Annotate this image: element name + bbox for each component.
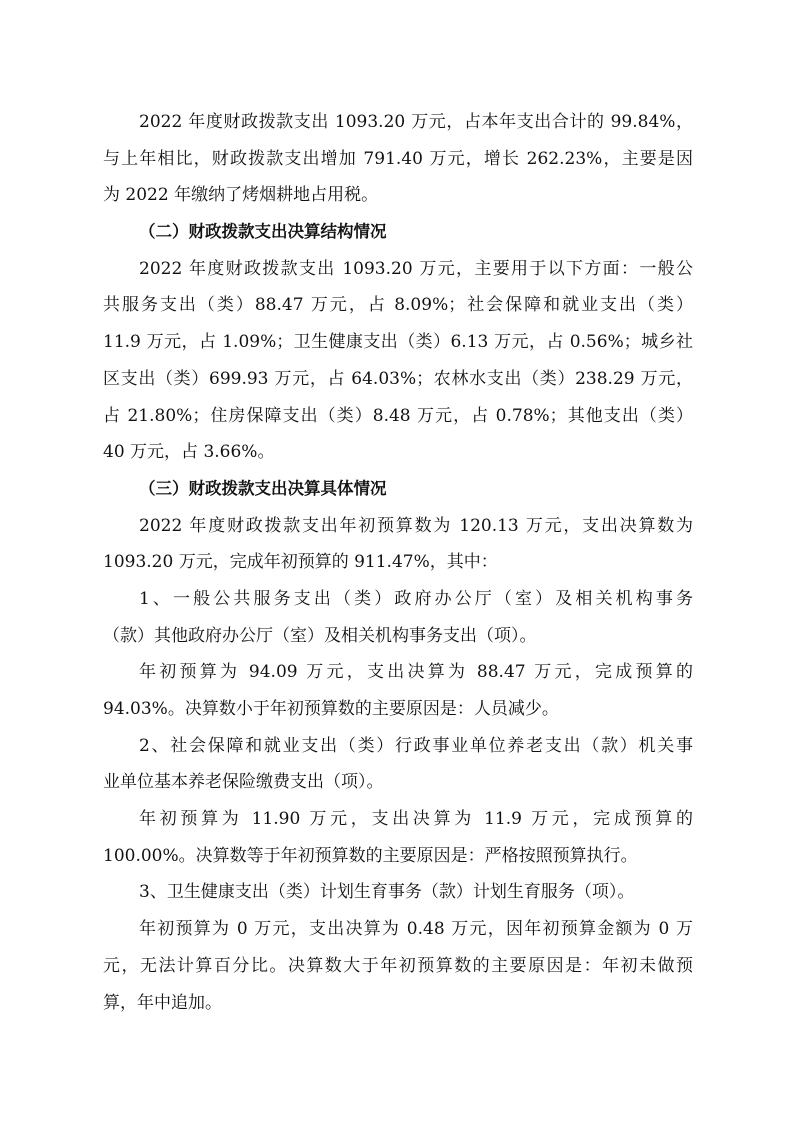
paragraph-line: 与上年相比，财政拨款支出增加 791.40 万元，增长 262.23%，主要是因	[103, 148, 693, 169]
section-heading-3: （三）财政拨款支出决算具体情况	[139, 478, 387, 498]
paragraph-line: 占 21.80%；住房保障支出（类）8.48 万元，占 0.78%；其他支出（类）	[103, 405, 693, 426]
paragraph-line: 100.00%。决算数等于年初预算数的主要原因是：严格按照预算执行。	[103, 845, 638, 866]
document-body	[103, 104, 693, 1021]
section-heading-2: （二）财政拨款支出决算结构情况	[139, 222, 387, 242]
item-2-title-line: 2、社会保障和就业支出（类）行政事业单位养老支出（款）机关事	[139, 735, 693, 756]
paragraph-line: 2022 年度财政拨款支出年初预算数为 120.13 万元，支出决算数为	[139, 515, 693, 536]
paragraph-line: 共服务支出（类）88.47 万元，占 8.09%；社会保障和就业支出（类）	[103, 295, 693, 316]
paragraph-line: 40 万元，占 3.66%。	[103, 442, 275, 463]
paragraph-line: 元，无法计算百分比。决算数大于年初预算数的主要原因是：年初未做预	[103, 955, 693, 976]
item-2-title-line: 业单位基本养老保险缴费支出（项）。	[103, 772, 384, 793]
item-1-title-line: （款）其他政府办公厅（室）及相关机构事务支出（项）。	[103, 625, 537, 646]
paragraph-line: 为 2022 年缴纳了烤烟耕地占用税。	[103, 185, 379, 206]
item-3-title-line: 3、卫生健康支出（类）计划生育事务（款）计划生育服务（项）。	[139, 882, 635, 903]
paragraph-line: 2022 年度财政拨款支出 1093.20 万元，主要用于以下方面：一般公	[139, 258, 693, 279]
paragraph-line: 算，年中追加。	[103, 992, 222, 1013]
paragraph-line: 2022 年度财政拨款支出 1093.20 万元，占本年支出合计的 99.84%，	[139, 112, 693, 132]
paragraph-line: 区支出（类）699.93 万元，占 64.03%；农林水支出（类）238.29 万元，	[103, 368, 693, 389]
paragraph-line: 1093.20 万元，完成年初预算的 911.47%，其中：	[103, 552, 498, 573]
paragraph-line: 年初预算为 0 万元，支出决算为 0.48 万元，因年初预算金额为 0 万	[139, 919, 693, 940]
item-1-title-line: 1、一般公共服务支出（类）政府办公厅（室）及相关机构事务	[139, 588, 693, 609]
paragraph-line: 94.03%。决算数小于年初预算数的主要原因是：人员减少。	[103, 699, 559, 719]
paragraph-line: 年初预算为 11.90 万元，支出决算为 11.9 万元，完成预算的	[139, 809, 693, 830]
paragraph-line: 11.9 万元，占 1.09%；卫生健康支出（类）6.13 万元，占 0.56%；城乡社	[103, 332, 693, 353]
paragraph-line: 年初预算为 94.09 万元，支出决算为 88.47 万元，完成预算的	[139, 662, 693, 683]
